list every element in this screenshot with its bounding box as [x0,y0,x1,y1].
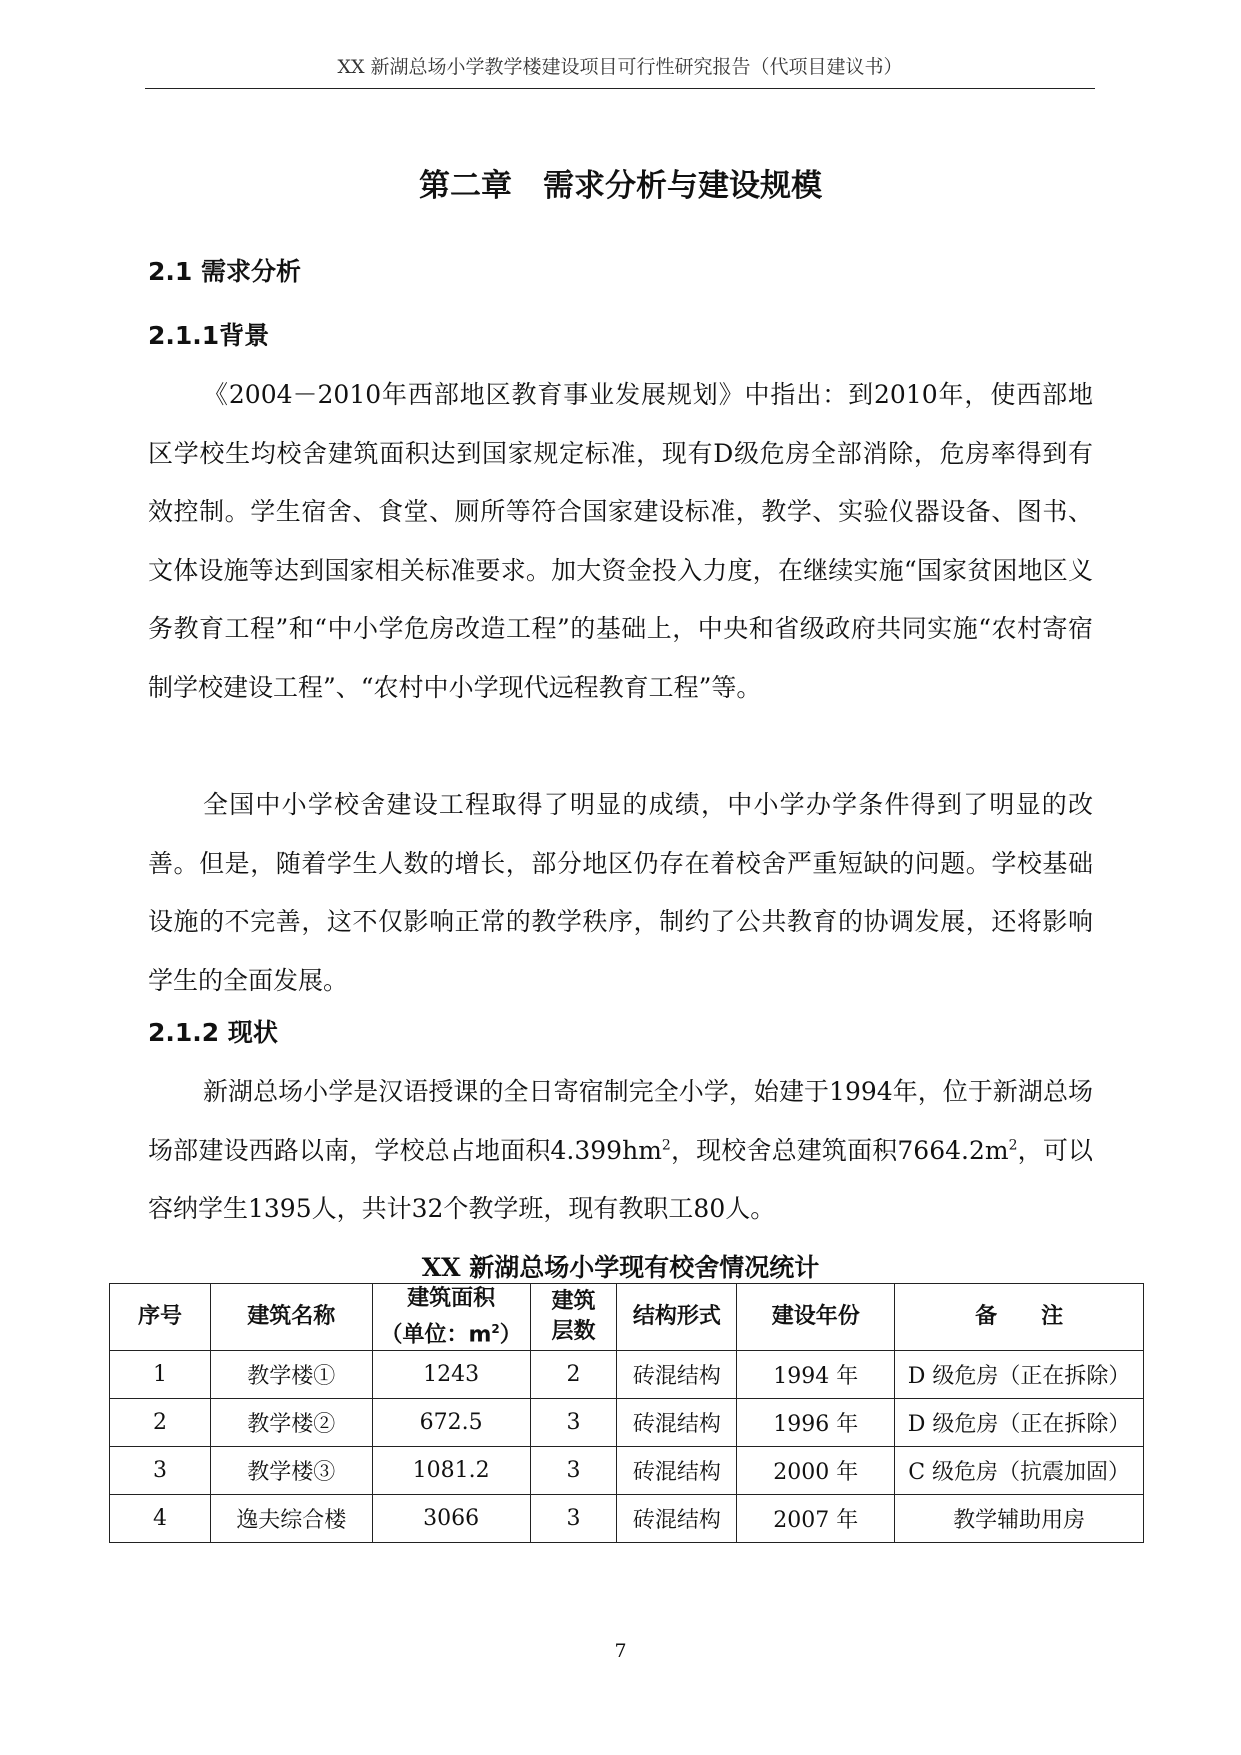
header-floors [530,1284,617,1351]
superscript-2: 2 [1008,1137,1018,1154]
cell-year: 1996 年 [737,1399,895,1447]
page-number: 7 [614,1640,627,1662]
table-title: XX 新湖总场小学现有校舍情况统计 [421,1253,820,1282]
cell-floors: 2 [530,1351,617,1399]
header-area [372,1284,530,1351]
header-area-sup: 2 [491,1322,500,1336]
header-floors-line1: 建筑 [551,1289,596,1315]
chapter-title: 第二章 需求分析与建设规模 [419,168,822,204]
cell-area: 3066 [372,1495,530,1543]
table-header-row [110,1284,1144,1351]
header-structure: 结构形式 [617,1284,737,1351]
cell-structure: 砖混结构 [617,1351,737,1399]
school-buildings-table [109,1283,1144,1543]
background-paragraph-1: 《2004－2010年西部地区教育事业发展规划》中指出：到2010年，使西部地区学校生均校舍建筑面积达到国家规定标准，现有D级危房全部消除，危房率得到有效控制。学生宿舍、食堂、厕所等符合国家建设标准，教学、实验仪器设备、图书、文体设施等达到国家相关标准要求。加大资金投入力度，在继续实施“国家贫困地区义务教育工程”和“中小学危房改造工程”的基础上，中央和省级政府共同实施“农村寄宿制学校建设工程”、“农村中小学现代远程教育工程”等。 [148,380,1093,702]
cell-remark: C 级危房（抗震加固） [895,1447,1144,1495]
status-text-part2: ，现校舍总建筑面积7664.2m [670,1135,1009,1165]
table-row [110,1399,1144,1447]
header-area-line2-suffix: ） [499,1322,522,1348]
cell-floors: 3 [530,1495,617,1543]
status-text-part3: ，可以容纳学生1395人，共计32个教学班，现有教职工80人。 [148,1135,1093,1223]
cell-year: 2007 年 [737,1495,895,1543]
section-heading-2-1-1: 2.1.1背景 [148,321,270,350]
section-heading-2-1-2: 2.1.2 现状 [148,1018,278,1047]
cell-name: 教学楼③ [210,1447,372,1495]
cell-seq: 2 [110,1399,211,1447]
cell-remark: 教学辅助用房 [895,1495,1144,1543]
cell-seq: 4 [110,1495,211,1543]
cell-name: 逸夫综合楼 [210,1495,372,1543]
header-name: 建筑名称 [210,1284,372,1351]
cell-structure: 砖混结构 [617,1495,737,1543]
cell-seq: 1 [110,1351,211,1399]
header-year: 建设年份 [737,1284,895,1351]
cell-area: 1081.2 [372,1447,530,1495]
section-heading-2-1: 2.1 需求分析 [148,257,301,286]
header-area-line1: 建筑面积 [407,1286,496,1311]
header-area-line2-prefix: （单位：m [380,1322,492,1348]
table-row [110,1447,1144,1495]
background-paragraph-2: 全国中小学校舍建设工程取得了明显的成绩，中小学办学条件得到了明显的改善。但是，随着学生人数的增长，部分地区仍存在着校舍严重短缺的问题。学校基础设施的不完善，这不仅影响正常的教学秩序，制约了公共教育的协调发展，还将影响学生的全面发展。 [148,790,1093,995]
header-remark: 备 注 [895,1284,1144,1351]
cell-remark: D 级危房（正在拆除） [895,1351,1144,1399]
cell-floors: 3 [530,1447,617,1495]
cell-seq: 3 [110,1447,211,1495]
running-header: XX 新湖总场小学教学楼建设项目可行性研究报告（代项目建议书） [337,56,903,78]
cell-structure: 砖混结构 [617,1447,737,1495]
cell-remark: D 级危房（正在拆除） [895,1399,1144,1447]
status-text-part1: 新湖总场小学是汉语授课的全日寄宿制完全小学，始建于1994年，位于新湖总场场部建设西路以南，学校总占地面积4.399hm [148,1077,1093,1165]
table-row [110,1495,1144,1543]
header-rule [145,88,1095,89]
header-floors-line2: 层数 [551,1319,596,1345]
cell-floors: 3 [530,1399,617,1447]
status-paragraph [148,1063,1093,1239]
table-row [110,1351,1144,1399]
cell-year: 2000 年 [737,1447,895,1495]
cell-area: 672.5 [372,1399,530,1447]
superscript-2: 2 [661,1137,671,1154]
cell-name: 教学楼② [210,1399,372,1447]
cell-area: 1243 [372,1351,530,1399]
header-seq: 序号 [110,1284,211,1351]
cell-year: 1994 年 [737,1351,895,1399]
cell-name: 教学楼① [210,1351,372,1399]
cell-structure: 砖混结构 [617,1399,737,1447]
